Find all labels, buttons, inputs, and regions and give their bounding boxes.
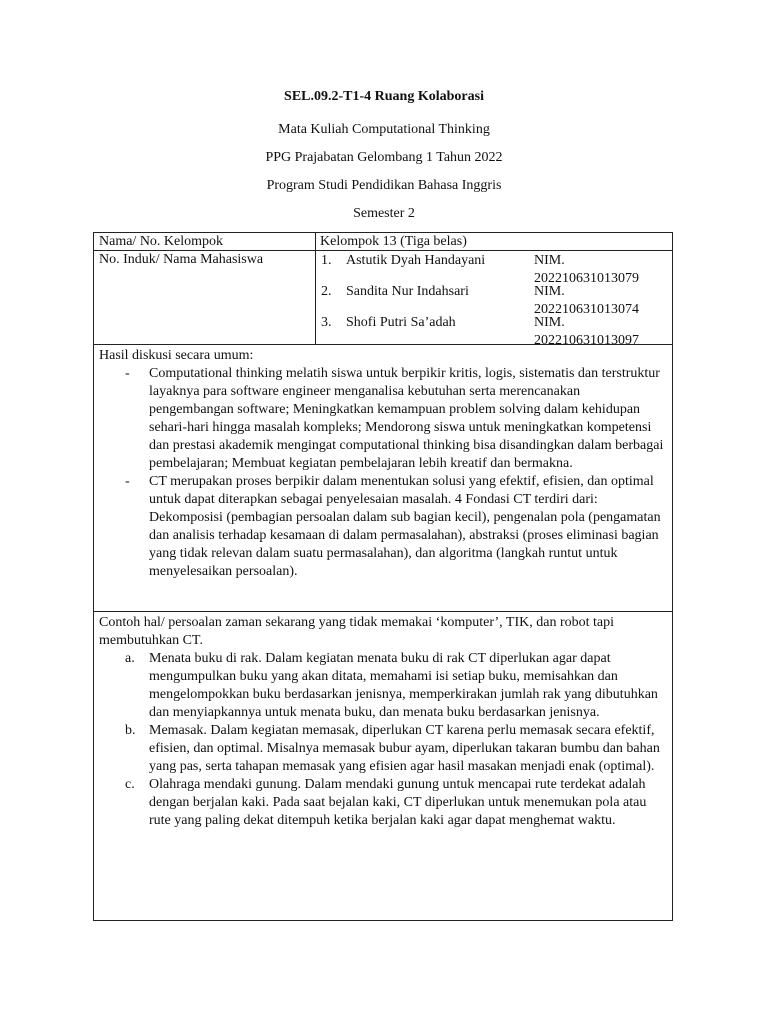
discussion-point: CT merupakan proses berpikir dalam menentukan solusi yang efektif, efisien, dan optimal untuk dapat diterapkan sebagai penyelesaian masalah. 4 Fondasi CT terdiri dari: Dekomposisi (pembagian persoalan dalam sub bagian kecil), pengenalan pola (pengamatan dan analisis terhadap kesamaan di dalam permasalahan), abstraksi (proses eliminasi bagian yang tidak relevan dalam suatu permasalahan), dan algoritma (langkah runtut untuk menyelesaikan persoalan).: [149, 474, 661, 579]
examples-heading: Contoh hal/ persoalan zaman sekarang yang tidak memakai ‘komputer’, TIK, dan robot tapi membutuhkan CT.: [99, 615, 614, 648]
member-nim: NIM. 202210631013079: [534, 253, 639, 286]
list-item: [99, 473, 666, 581]
table-row: [94, 612, 673, 921]
program-batch: PPG Prajabatan Gelombang 1 Tahun 2022: [265, 150, 503, 165]
table-row: [94, 251, 673, 345]
members-list: [316, 251, 673, 348]
group-value: Kelompok 13 (Tiga belas): [316, 233, 673, 251]
member-number: 2.: [321, 284, 332, 299]
discussion-heading: Hasil diskusi secara umum:: [99, 348, 254, 363]
list-item: [320, 313, 672, 348]
member-nim: NIM. 202210631013074: [534, 284, 639, 317]
list-item: [99, 776, 666, 830]
group-label: Nama/ No. Kelompok: [94, 233, 316, 251]
table-row: [94, 233, 673, 251]
member-number: 1.: [321, 253, 332, 268]
example-text: Olahraga mendaki gunung. Dalam mendaki gunung untuk mencapai rute terdekat adalah dengan berjalan kaki. Pada saat bejalan kaki, CT diperlukan untuk menemukan pola atau rute yang paling dekat ditempuh ketika berjalan kaki agar dapat menghemat waktu.: [149, 777, 647, 828]
member-name: Shofi Putri Sa’adah: [346, 315, 456, 330]
course-name: Mata Kuliah Computational Thinking: [278, 122, 490, 137]
list-item: [320, 282, 672, 317]
discussion-list: [99, 365, 666, 581]
discussion-section: [94, 345, 673, 612]
example-text: Memasak. Dalam kegiatan memasak, diperlukan CT karena perlu memasak secara efektif, efisien, dan optimal. Misalnya memasak bubur ayam, diperlukan takaran bumbu dan bahan yang pas, serta tahapan memasak yang efisien agar hasil masakan menjadi enak (optimal).: [149, 723, 660, 774]
semester: Semester 2: [353, 206, 415, 221]
item-marker: c.: [125, 777, 135, 792]
list-item: [99, 650, 666, 722]
group-info-table: [93, 232, 673, 921]
document-title: SEL.09.2-T1-4 Ruang Kolaborasi: [284, 89, 484, 104]
examples-section: [94, 612, 673, 921]
table-row: [94, 345, 673, 612]
list-item: [320, 251, 672, 286]
member-nim: NIM. 202210631013097: [534, 315, 639, 348]
bullet-marker: -: [125, 474, 130, 489]
member-name: Sandita Nur Indahsari: [346, 284, 469, 299]
discussion-point: Computational thinking melatih siswa untuk berpikir kritis, logis, sistematis dan terstruktur layaknya para software engineer menganalisa kebutuhan serta merencanakan pengembangan software; Meningkatkan kemampuan problem solving dalam kehidupan sehari-hari hingga masalah kompleks; Mendorong siswa untuk meningkatkan kompetensi dan prestasi akademik mengingat computational thinking bisa disandingkan dalam berbagai pembelajaran; Membuat kegiatan pembelajaran lebih kreatif dan bermakna.: [149, 366, 664, 471]
members-label: No. Induk/ Nama Mahasiswa: [94, 251, 316, 345]
item-marker: b.: [125, 723, 136, 738]
item-marker: a.: [125, 651, 135, 666]
study-program: Program Studi Pendidikan Bahasa Inggris: [266, 178, 502, 193]
member-name: Astutik Dyah Handayani: [346, 253, 486, 268]
bullet-marker: -: [125, 366, 130, 381]
list-item: [99, 722, 666, 776]
examples-list: [99, 650, 666, 830]
member-number: 3.: [321, 315, 332, 330]
list-item: [99, 365, 666, 473]
example-text: Menata buku di rak. Dalam kegiatan menata buku di rak CT diperlukan agar dapat mengumpulkan buku yang akan ditata, memahami isi setiap buku, memisahkan dan mengelompokkan buku berdasarkan jenisnya, memperkirakan jumlah rak yang dibutuhkan dan menyiapkannya untuk menata buku, dan menata buku berdasarkan jenisnya.: [149, 651, 658, 720]
